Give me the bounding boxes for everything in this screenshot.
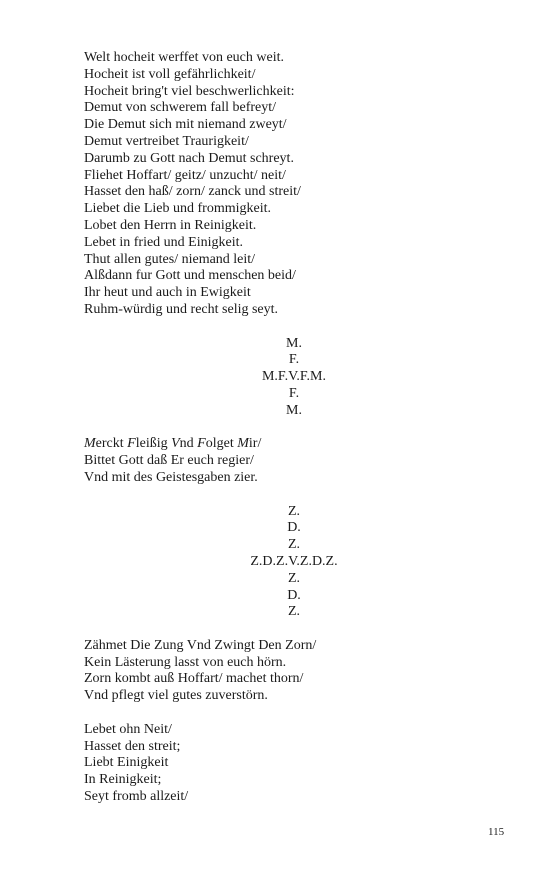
verse-line: Seyt fromb allzeit/	[84, 789, 189, 805]
verse-line: Liebet die Lieb und frommigkeit.	[84, 201, 272, 217]
verse-line: Bittet Gott daß Er euch regier/	[84, 453, 254, 469]
acrostic-line: M.F.V.F.M.	[261, 369, 327, 385]
verse-line: Demut vertreibet Traurigkeit/	[84, 133, 249, 149]
acrostic-line: Z.	[287, 503, 301, 519]
acrostic-line: M.	[286, 402, 302, 418]
verse-line: Zorn kombt auß Hoffart/ machet thorn/	[84, 671, 304, 687]
verse-line: Liebt Einigkeit	[84, 755, 169, 771]
verse-line: In Reinigkeit;	[84, 772, 162, 788]
stanza-1	[84, 50, 484, 319]
acrostic-line: D.	[287, 587, 301, 603]
acrostic-line: F.	[288, 352, 300, 368]
verse-line: Thut allen gutes/ niemand leit/	[84, 251, 256, 267]
verse-line: Demut von schwerem fall befreyt/	[84, 100, 277, 116]
verse-line: Lobet den Herrn in Reinigkeit.	[84, 217, 257, 233]
stanza-2	[84, 436, 484, 486]
acrostic-block-2	[84, 504, 484, 622]
verse-line: Hocheit ist voll gefährlichkeit/	[84, 66, 256, 82]
acrostic-line: F.	[288, 385, 300, 401]
stanza-4	[84, 722, 484, 806]
verse-line: Lebet ohn Neit/	[84, 721, 172, 737]
verse-line: Ruhm-würdig und recht selig seyt.	[84, 301, 279, 317]
verse-line: Vnd mit des Geistesgaben zier.	[84, 469, 258, 485]
acrostic-line: Z.D.Z.V.Z.D.Z.	[250, 553, 338, 569]
acrostic-block-1	[84, 336, 484, 420]
stanza-3	[84, 638, 484, 705]
verse-line: Alßdann fur Gott und menschen beid/	[84, 268, 296, 284]
verse-line: Fliehet Hoffart/ geitz/ unzucht/ neit/	[84, 167, 286, 183]
verse-line: Ihr heut und auch in Ewigkeit	[84, 285, 251, 301]
verse-line: Darumb zu Gott nach Demut schreyt.	[84, 150, 294, 166]
acrostic-line: M.	[286, 335, 302, 351]
verse-line: Vnd pflegt viel gutes zuverstörn.	[84, 688, 268, 704]
verse-line: Hocheit bring't viel beschwerlichkeit:	[84, 83, 295, 99]
verse-line: Zähmet Die Zung Vnd Zwingt Den Zorn/	[84, 637, 317, 653]
acrostic-line: Z.	[287, 570, 301, 586]
verse-line: Die Demut sich mit niemand zweyt/	[84, 117, 287, 133]
acrostic-line: D.	[287, 520, 301, 536]
verse-line: Hasset den streit;	[84, 738, 181, 754]
verse-line: Kein Lästerung lasst von euch hörn.	[84, 654, 287, 670]
acrostic-verse-line: Merckt Fleißig Vnd Folget Mir/	[84, 436, 262, 452]
poem-text	[84, 50, 484, 806]
verse-line: Lebet in fried und Einigkeit.	[84, 234, 244, 250]
acrostic-line: Z.	[287, 537, 301, 553]
verse-line: Hasset den haß/ zorn/ zanck und streit/	[84, 184, 301, 200]
acrostic-line: Z.	[287, 604, 301, 620]
verse-line: Welt hocheit werffet von euch weit.	[84, 50, 284, 65]
page-number: 115	[488, 826, 505, 838]
